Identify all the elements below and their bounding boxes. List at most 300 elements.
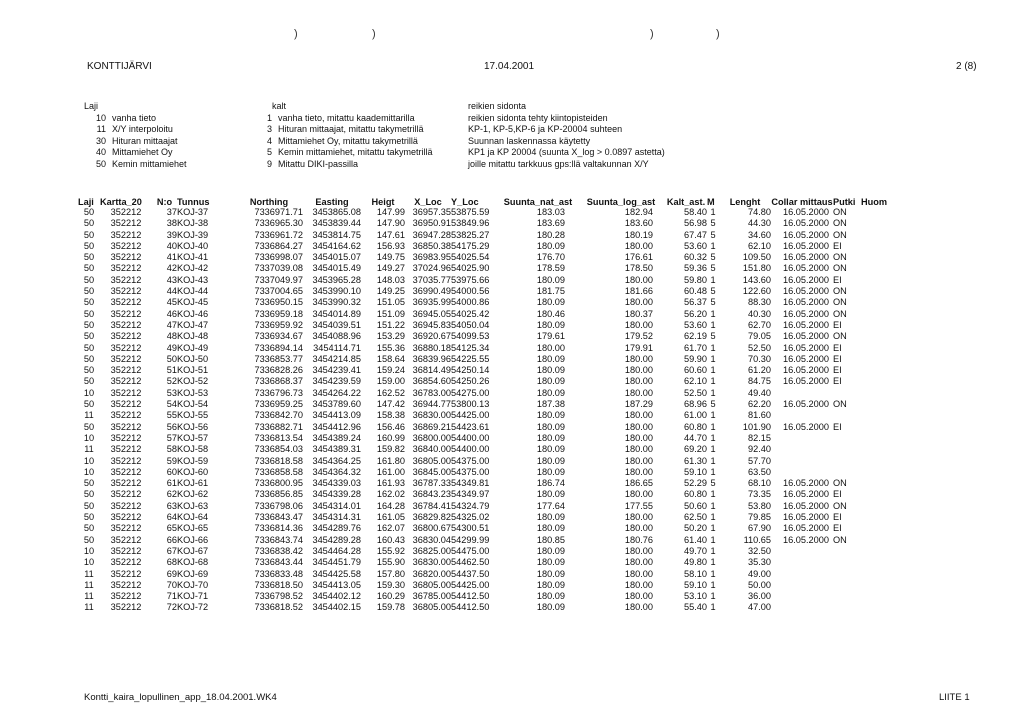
table-cell: 155.92 xyxy=(376,545,405,556)
table-cell: 159.78 xyxy=(376,602,405,613)
table-cell: 3454314.01 xyxy=(312,500,361,511)
table-cell: 179.91 xyxy=(624,342,653,353)
table-cell: 180.09 xyxy=(536,602,565,613)
table-cell: 1 xyxy=(710,512,716,523)
table-cell: 352212 xyxy=(110,240,142,251)
table-cell: EI xyxy=(833,240,842,251)
legend-item: 9 Mitattu DIKI-passilla xyxy=(266,158,359,169)
table-cell: 352212 xyxy=(110,421,142,432)
table-cell: 41 xyxy=(166,252,177,263)
table-cell: 180.09 xyxy=(536,432,565,443)
table-cell: 49 xyxy=(166,342,177,353)
table-row xyxy=(78,456,891,467)
table-cell: 7336813.54 xyxy=(254,432,303,443)
table-row xyxy=(78,275,891,286)
table-cell: 36805.00 xyxy=(412,602,451,613)
legend-note: reikien sidonta tehty kiintopisteiden xyxy=(468,112,608,123)
table-cell: 47 xyxy=(166,319,177,330)
table-cell xyxy=(861,444,891,455)
table-cell: 72 xyxy=(166,602,177,613)
table-cell: 64 xyxy=(166,512,177,523)
table-cell: 186.74 xyxy=(536,478,565,489)
table-cell: 61.30 xyxy=(684,455,707,466)
table-cell: 7336854.03 xyxy=(254,444,303,455)
table-cell: 180.09 xyxy=(536,376,565,387)
table-cell: 57 xyxy=(166,432,177,443)
table-cell: 352212 xyxy=(110,591,142,602)
table-cell: 36990.49 xyxy=(412,286,451,297)
footer-filename: Kontti_kaira_lopullinen_app_18.04.2001.WK4 xyxy=(84,692,277,703)
table-cell xyxy=(861,376,891,387)
table-cell xyxy=(861,320,891,331)
table-cell xyxy=(861,252,891,263)
table-cell: 3453965.28 xyxy=(312,274,361,285)
table-cell: 3453990.10 xyxy=(312,286,361,297)
table-cell: 7336934.67 xyxy=(254,331,303,342)
table-cell xyxy=(861,263,891,274)
table-cell: 62.10 xyxy=(748,240,771,251)
table-cell: 180.09 xyxy=(536,319,565,330)
table-cell: 11 xyxy=(84,568,94,579)
table-cell: 50 xyxy=(83,252,95,263)
table-cell xyxy=(861,309,891,320)
table-cell: 54025.54 xyxy=(451,252,490,263)
table-row xyxy=(78,501,891,512)
table-cell xyxy=(771,456,833,467)
table-cell xyxy=(861,512,891,523)
table-cell xyxy=(771,602,833,613)
table-row xyxy=(78,422,891,433)
table-cell: 54412.50 xyxy=(451,591,490,602)
table-cell xyxy=(861,523,891,534)
table-cell: 54300.51 xyxy=(451,523,490,534)
table-cell: 3454364.32 xyxy=(312,466,361,477)
table-cell: 1 xyxy=(710,602,716,613)
table-cell: 1 xyxy=(710,557,716,568)
table-cell: 54425.00 xyxy=(451,410,490,421)
table-cell: 74.80 xyxy=(748,207,771,217)
table-cell: KOJ-56 xyxy=(177,421,209,432)
legend-sidonta xyxy=(468,101,665,170)
table-cell: 352212 xyxy=(110,387,142,398)
table-cell: KOJ-60 xyxy=(177,466,209,477)
table-cell: 44.30 xyxy=(748,218,771,229)
table-cell: 38 xyxy=(166,218,177,229)
table-cell: 180.19 xyxy=(624,229,653,240)
table-cell: KOJ-38 xyxy=(177,218,209,229)
table-cell xyxy=(771,557,833,568)
column-header: Laji xyxy=(78,197,94,207)
table-cell: 16.05.2000 xyxy=(783,399,829,410)
table-cell xyxy=(861,535,891,546)
table-cell: 3454015.49 xyxy=(312,263,361,274)
table-cell: 3454314.31 xyxy=(312,512,361,523)
table-cell: KOJ-51 xyxy=(177,365,209,376)
table-cell: 53.10 xyxy=(684,591,707,602)
legend-laji-title: Laji xyxy=(84,101,99,111)
table-cell: KOJ-52 xyxy=(177,376,209,387)
table-cell: 54423.61 xyxy=(451,421,490,432)
table-cell: 352212 xyxy=(110,444,142,455)
table-cell: 3454214.85 xyxy=(312,353,361,364)
table-cell: KOJ-70 xyxy=(177,579,209,590)
table-cell: 49.00 xyxy=(748,568,771,579)
table-row xyxy=(78,444,891,455)
table-cell: KOJ-59 xyxy=(177,455,209,466)
table-cell: 54000.56 xyxy=(451,286,490,297)
table-cell: 352212 xyxy=(110,579,142,590)
table-cell: 149.27 xyxy=(376,263,405,274)
column-header: Suunta_log_ast xyxy=(586,197,656,207)
table-cell xyxy=(861,399,891,410)
table-cell: 180.09 xyxy=(536,523,565,534)
table-cell: 352212 xyxy=(110,263,142,274)
table-cell xyxy=(833,444,861,455)
table-cell: 73.35 xyxy=(748,489,771,500)
table-cell: KOJ-50 xyxy=(177,353,209,364)
scan-mark: ) xyxy=(650,28,654,40)
table-cell: 54475.00 xyxy=(451,545,490,556)
table-cell: 3454039.51 xyxy=(312,319,361,330)
legend-laji xyxy=(84,101,187,170)
column-header: Collar mittaus xyxy=(771,197,833,207)
table-cell: 60 xyxy=(166,466,177,477)
table-cell: 7336971.71 xyxy=(254,207,303,217)
table-cell: EI xyxy=(833,421,842,432)
table-cell: 1 xyxy=(710,342,716,353)
table-cell: 16.05.2000 xyxy=(783,319,829,330)
table-cell: 180.09 xyxy=(536,274,565,285)
table-cell: 180.09 xyxy=(536,365,565,376)
table-cell: 179.52 xyxy=(624,331,653,342)
table-cell: 56.98 xyxy=(684,218,707,229)
table-cell: 10 xyxy=(83,387,95,398)
table-cell: 7336842.70 xyxy=(254,410,303,421)
table-cell xyxy=(861,456,891,467)
legend-item: 1 vanha tieto, mitattu kaademittarilla xyxy=(266,112,415,123)
table-cell: 36869.21 xyxy=(412,421,451,432)
table-cell: 3454425.58 xyxy=(312,568,361,579)
table-cell: 180.09 xyxy=(536,297,565,308)
table-row xyxy=(78,263,891,274)
table-cell: 47.00 xyxy=(748,602,771,613)
table-cell: 62.70 xyxy=(748,319,771,330)
table-cell xyxy=(771,591,833,602)
table-cell: 148.03 xyxy=(376,274,405,285)
table-cell: 7336814.36 xyxy=(254,523,303,534)
table-cell: KOJ-54 xyxy=(177,399,209,410)
table-cell: 147.90 xyxy=(376,218,405,229)
table-cell xyxy=(861,557,891,568)
table-cell: 16.05.2000 xyxy=(783,500,829,511)
table-cell: 54412.50 xyxy=(451,602,490,613)
table-cell: 352212 xyxy=(110,286,142,297)
table-cell: 156.46 xyxy=(376,421,405,432)
table-cell: 58.10 xyxy=(684,568,707,579)
table-cell: 50.00 xyxy=(748,579,771,590)
table-cell xyxy=(833,569,861,580)
table-cell: 7336843.74 xyxy=(254,534,303,545)
table-cell: 61.00 xyxy=(684,410,707,421)
table-cell: 53800.13 xyxy=(451,399,490,410)
table-cell: 54175.29 xyxy=(451,240,490,251)
table-cell: 36829.82 xyxy=(412,512,451,523)
table-cell: 7336818.52 xyxy=(254,602,303,613)
table-cell xyxy=(833,456,861,467)
table-cell: 54099.53 xyxy=(451,331,490,342)
table-cell: 147.61 xyxy=(376,229,405,240)
table-cell xyxy=(833,602,861,613)
table-cell: 36935.99 xyxy=(412,297,451,308)
table-row xyxy=(78,569,891,580)
table-cell: 16.05.2000 xyxy=(783,376,829,387)
table-cell: 54349.81 xyxy=(451,478,490,489)
table-cell: 16.05.2000 xyxy=(783,342,829,353)
table-cell: 50 xyxy=(83,489,95,500)
table-cell: 53875.59 xyxy=(451,207,490,217)
table-cell: 5 xyxy=(710,297,716,308)
table-cell: 54 xyxy=(166,399,177,410)
table-cell: 50 xyxy=(166,353,177,364)
table-cell: 62 xyxy=(166,489,177,500)
table-row xyxy=(78,523,891,534)
table-cell: 1 xyxy=(710,466,716,477)
table-cell: 59.10 xyxy=(684,466,707,477)
table-cell: KOJ-42 xyxy=(177,263,209,274)
table-cell xyxy=(771,580,833,591)
table-row xyxy=(78,230,891,241)
table-cell: 5 xyxy=(710,399,716,410)
table-cell: ON xyxy=(833,263,847,274)
table-cell: KOJ-64 xyxy=(177,512,209,523)
table-cell: 180.00 xyxy=(624,523,653,534)
table-cell: 16.05.2000 xyxy=(783,308,829,319)
table-cell: 3454239.41 xyxy=(312,365,361,376)
table-cell: EI xyxy=(833,274,842,285)
table-cell: 352212 xyxy=(110,319,142,330)
table-cell: 162.52 xyxy=(376,387,405,398)
table-cell: 3453789.60 xyxy=(312,399,361,410)
table-cell: 36830.04 xyxy=(412,534,451,545)
table-cell: 3454402.12 xyxy=(312,591,361,602)
table-cell: 36800.67 xyxy=(412,523,451,534)
table-cell: 50 xyxy=(83,512,95,523)
table-cell: 7336818.50 xyxy=(254,579,303,590)
table-cell: KOJ-72 xyxy=(177,602,209,613)
table-cell: KOJ-61 xyxy=(177,478,209,489)
table-cell: 180.00 xyxy=(624,353,653,364)
legend-sidonta-title: reikien sidonta xyxy=(468,101,527,111)
table-cell xyxy=(833,557,861,568)
legend-item: 4 Mittamiehet Oy, mitattu takymetrillä xyxy=(266,135,418,146)
table-cell: 36950.91 xyxy=(412,218,451,229)
table-cell: 35.30 xyxy=(748,557,771,568)
table-cell: 180.00 xyxy=(624,455,653,466)
table-cell: 54375.00 xyxy=(451,466,490,477)
table-cell: ON xyxy=(833,286,847,297)
table-cell: 42 xyxy=(166,263,177,274)
table-cell: 36787.33 xyxy=(412,478,451,489)
table-cell: 3453814.75 xyxy=(312,229,361,240)
table-cell: 49.80 xyxy=(684,557,707,568)
table-cell: 52 xyxy=(166,376,177,387)
table-cell: 59.90 xyxy=(684,353,707,364)
table-cell: 7336818.58 xyxy=(254,455,303,466)
table-cell: 180.09 xyxy=(536,557,565,568)
table-cell xyxy=(861,343,891,354)
table-cell: 54250.26 xyxy=(451,376,490,387)
table-cell: 16.05.2000 xyxy=(783,353,829,364)
table-cell: 180.00 xyxy=(624,421,653,432)
table-cell: EI xyxy=(833,365,842,376)
table-cell: EI xyxy=(833,512,842,523)
table-cell: 3454413.05 xyxy=(312,579,361,590)
table-row xyxy=(78,512,891,523)
table-cell: ON xyxy=(833,308,847,319)
table-cell xyxy=(861,422,891,433)
legend-item: 10 vanha tieto xyxy=(95,112,157,123)
table-cell: 164.28 xyxy=(376,500,405,511)
table-cell: 183.03 xyxy=(536,207,565,217)
table-cell: 52.50 xyxy=(684,387,707,398)
table-cell: 36947.28 xyxy=(412,229,451,240)
table-cell: 51 xyxy=(166,365,177,376)
table-cell: 180.09 xyxy=(536,512,565,523)
table-cell: 58 xyxy=(166,444,177,455)
table-cell: 7336853.77 xyxy=(254,353,303,364)
table-cell: 11 xyxy=(84,602,94,613)
table-cell: 16.05.2000 xyxy=(783,286,829,297)
table-cell: 36845.00 xyxy=(412,466,451,477)
table-cell: 181.66 xyxy=(624,286,653,297)
table-cell: 53.60 xyxy=(684,240,707,251)
table-cell: 3454412.96 xyxy=(312,421,361,432)
table-cell: 352212 xyxy=(110,399,142,410)
table-cell: 36843.23 xyxy=(412,489,451,500)
table-cell: 54462.50 xyxy=(451,557,490,568)
table-cell: 3454339.28 xyxy=(312,489,361,500)
table-cell: 54250.14 xyxy=(451,365,490,376)
table-cell: 54325.02 xyxy=(451,512,490,523)
table-cell: 180.00 xyxy=(624,297,653,308)
column-header: Easting xyxy=(315,197,349,207)
table-cell: 180.00 xyxy=(624,545,653,556)
table-cell: KOJ-69 xyxy=(177,568,209,579)
table-cell: 56.37 xyxy=(684,297,707,308)
table-cell: 1 xyxy=(710,545,716,556)
table-cell: 37035.77 xyxy=(412,274,451,285)
table-cell: 179.61 xyxy=(536,331,565,342)
table-cell: 352212 xyxy=(110,274,142,285)
table-cell: 36820.00 xyxy=(412,568,451,579)
table-cell: 54375.00 xyxy=(451,455,490,466)
table-cell: 159.24 xyxy=(376,365,405,376)
table-cell xyxy=(861,365,891,376)
table-cell: 16.05.2000 xyxy=(783,297,829,308)
table-cell: 180.00 xyxy=(624,410,653,421)
table-cell: 7336959.18 xyxy=(254,308,303,319)
table-cell: 50 xyxy=(83,353,95,364)
table-cell: KOJ-55 xyxy=(177,410,209,421)
table-cell: 177.64 xyxy=(536,500,565,511)
table-cell: 3453839.44 xyxy=(312,218,361,229)
table-cell: 5 xyxy=(710,229,716,240)
table-cell: 7336961.72 xyxy=(254,229,303,240)
table-cell: 5 xyxy=(710,252,716,263)
table-cell: 53 xyxy=(166,387,177,398)
column-header: N:o xyxy=(156,197,173,207)
table-cell: KOJ-44 xyxy=(177,286,209,297)
table-cell xyxy=(833,467,861,478)
table-cell xyxy=(861,580,891,591)
table-cell: 352212 xyxy=(110,512,142,523)
table-cell: 67.47 xyxy=(684,229,707,240)
table-cell: 352212 xyxy=(110,331,142,342)
table-cell: 155.90 xyxy=(376,557,405,568)
table-cell: 7336843.47 xyxy=(254,512,303,523)
table-cell: 153.29 xyxy=(376,331,405,342)
table-cell: 352212 xyxy=(110,410,142,421)
table-cell xyxy=(861,286,891,297)
table-cell: 7337039.08 xyxy=(254,263,303,274)
table-cell: 50 xyxy=(83,331,95,342)
table-row xyxy=(78,591,891,602)
table-cell: 48 xyxy=(166,331,177,342)
table-cell: 3454264.22 xyxy=(312,387,361,398)
table-cell: 36814.49 xyxy=(412,365,451,376)
table-cell: 36957.35 xyxy=(412,207,451,217)
table-cell: 180.00 xyxy=(624,432,653,443)
column-header: M xyxy=(707,197,715,207)
table-cell: 40 xyxy=(166,240,177,251)
table-cell: 50 xyxy=(83,207,95,217)
table-cell: 180.00 xyxy=(624,444,653,455)
table-cell: 54000.86 xyxy=(451,297,490,308)
table-cell: 3454402.15 xyxy=(312,602,361,613)
table-cell: 50 xyxy=(83,376,95,387)
table-cell: KOJ-71 xyxy=(177,591,209,602)
table-cell: 50 xyxy=(83,534,95,545)
legend-item: 3 Hituran mittaajat, mitattu takymetrillä xyxy=(266,124,424,134)
table-cell: 1 xyxy=(710,489,716,500)
table-cell: 36920.67 xyxy=(412,331,451,342)
table-cell: 180.09 xyxy=(536,421,565,432)
table-cell: 58.40 xyxy=(684,207,707,217)
table-cell: 352212 xyxy=(110,353,142,364)
table-cell: 36840.00 xyxy=(412,444,451,455)
table-cell: 180.09 xyxy=(536,240,565,251)
table-cell: 36830.00 xyxy=(412,557,451,568)
table-cell: KOJ-37 xyxy=(177,207,209,217)
table-row xyxy=(78,297,891,308)
table-cell: ON xyxy=(833,399,847,410)
table-cell: 54025.90 xyxy=(451,263,490,274)
table-cell: 3453865.08 xyxy=(312,207,361,217)
table-header-row xyxy=(78,193,891,207)
legend-kalt xyxy=(250,101,433,170)
table-cell: 84.75 xyxy=(748,376,771,387)
table-cell: 1 xyxy=(710,500,716,511)
table-cell: KOJ-63 xyxy=(177,500,209,511)
table-cell: 36854.60 xyxy=(412,376,451,387)
table-cell: 1 xyxy=(710,387,716,398)
table-cell: 7336796.73 xyxy=(254,387,303,398)
column-header: Northing xyxy=(249,197,289,207)
scan-mark: ) xyxy=(372,28,376,40)
table-cell: KOJ-48 xyxy=(177,331,209,342)
table-cell: 79.05 xyxy=(748,331,771,342)
table-cell: 50 xyxy=(83,274,95,285)
